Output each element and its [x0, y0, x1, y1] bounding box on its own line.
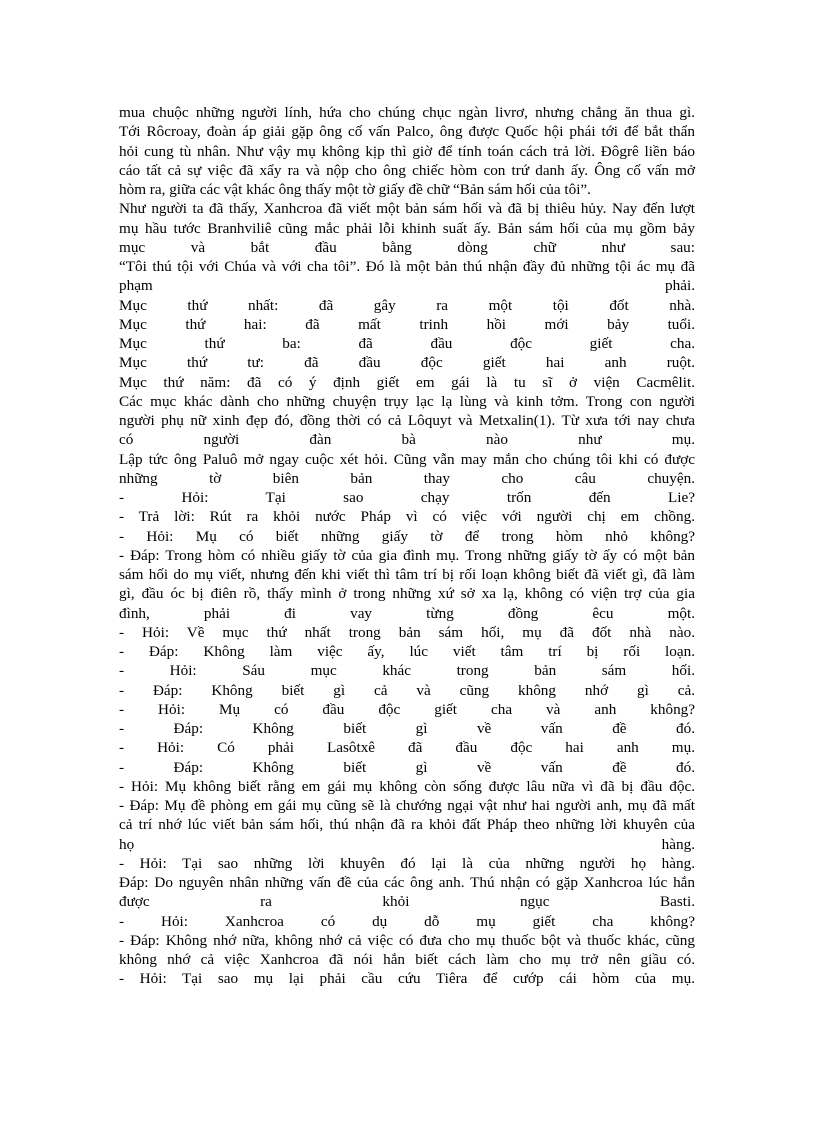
- text-line: mua chuộc những người lính, hứa cho chúng chục ngàn livrơ, nhưng chẳng ăn thua gì.: [119, 104, 695, 121]
- text-line: không nhớ cả việc Xanhcroa đã nói hắn biết cách làm cho mụ trở nên giầu có.: [119, 951, 695, 968]
- text-line: Mục thứ hai: đã mất trinh hồi mới bảy tuổi.: [119, 315, 695, 333]
- text-line: phạm phải.: [119, 277, 695, 295]
- text-line: - Hỏi: Mụ có biết những giấy tờ để trong hòm nhỏ không?: [119, 527, 695, 545]
- text-line: những tờ biên bản thay cho câu chuyện.: [119, 469, 695, 487]
- text-line: - Đáp: Không biết gì về vấn đề đó.: [119, 758, 695, 776]
- text-line: - Hỏi: Tại sao chạy trốn đến Lie?: [119, 489, 695, 506]
- text-line: Đáp: Do nguyên nhân những vấn đề của các ông anh. Thú nhận có gặp Xanhcroa lúc hắn: [119, 874, 695, 891]
- document-page: [119, 103, 695, 989]
- text-line: Mục thứ ba: đã đầu độc giết cha.: [119, 335, 695, 352]
- text-line: - Hỏi: Tại sao mụ lại phải cầu cứu Tiêra để cướp cái hòm của mụ.: [119, 970, 695, 988]
- text-line: - Hỏi: Tại sao những lời khuyên đó lại là của những người họ hàng.: [119, 854, 695, 872]
- text-line: - Hỏi: Sáu mục khác trong bản sám hối.: [119, 662, 695, 680]
- text-line: - Đáp: Không làm việc ấy, lúc viết tâm trí bị rối loạn.: [119, 643, 695, 660]
- text-line: họ hàng.: [119, 835, 695, 853]
- text-line: - Hỏi: Về mục thứ nhất trong bản sám hối, mụ đã đốt nhà nào.: [119, 623, 695, 641]
- text-line: - Hỏi: Có phải Lasôtxê đã đầu độc hai anh mụ.: [119, 739, 695, 757]
- text-line: đình, phải đi vay từng đồng êcu một.: [119, 604, 695, 622]
- text-line: gì, đầu óc bị điên rồ, thấy mình ở trong những xứ sở xa lạ, không có viện trợ của gia: [119, 585, 695, 603]
- text-line: - Trả lời: Rút ra khỏi nước Pháp vì có việc với người chị em chồng.: [119, 508, 695, 526]
- text-line: - Đáp: Không nhớ nữa, không nhớ cả việc có đưa cho mụ thuốc bột và thuốc khác, cũng: [119, 931, 695, 949]
- text-line: sám hối do mụ viết, nhưng đến khi viết thì tâm trí bị rối loạn không biết đã viết gì, đã làm: [119, 566, 695, 583]
- text-line: Tới Rôcroay, đoàn áp giải gặp ông cố vấn Palco, ông được Quốc hội phái tới để bắt thẩn: [119, 123, 695, 141]
- text-line: Mục thứ nhất: đã gây ra một tội đốt nhà.: [119, 296, 695, 314]
- text-line: - Đáp: Không biết gì cả và cũng không nhớ gì cả.: [119, 681, 695, 699]
- text-line: - Hỏi: Mụ không biết rằng em gái mụ không còn sống được lâu nữa vì đã bị đầu độc.: [119, 777, 695, 795]
- text-line: - Hỏi: Mụ có đầu độc giết cha và anh không?: [119, 700, 695, 718]
- text-line: Các mục khác dành cho những chuyện trụy lạc lạ lùng và kinh tởm. Trong con người: [119, 392, 695, 410]
- text-line: mục và bắt đầu bằng dòng chữ như sau:: [119, 238, 695, 256]
- text-line: hỏi cung tù nhân. Như vậy mụ không kịp thì giờ để tính toán cách trả lời. Đôgrê liền báo: [119, 142, 695, 160]
- text-line: - Hỏi: Xanhcroa có dụ dỗ mụ giết cha không?: [119, 912, 695, 930]
- text-line: Lập tức ông Paluô mở ngay cuộc xét hỏi. Cũng vẫn may mắn cho chúng tôi khi có được: [119, 450, 695, 468]
- text-line: - Đáp: Mụ đề phòng em gái mụ cũng sẽ là chướng ngại vật như hai người anh, mụ đã mất: [119, 797, 695, 814]
- text-line: Như người ta đã thấy, Xanhcroa đã viết một bản sám hối và đã bị thiêu hủy. Nay đến lượt: [119, 200, 695, 218]
- text-line: được ra khỏi ngục Basti.: [119, 893, 695, 911]
- text-line: hòm ra, giữa các vật khác ông thấy một tờ giấy đề chữ “Bản sám hối của tôi”.: [119, 181, 591, 198]
- text-line: - Đáp: Không biết gì về vấn đề đó.: [119, 720, 695, 737]
- text-line: mụ hầu tước Branhviliê cũng mắc phải lỗi khinh suất ấy. Bản sám hối của mụ gồm bảy: [119, 219, 695, 237]
- text-line: Mục thứ năm: đã có ý định giết em gái là tu sĩ ở viện Cacmêlit.: [119, 373, 695, 391]
- text-line: có người đàn bà nào như mụ.: [119, 431, 695, 449]
- text-line: Mục thứ tư: đã đầu độc giết hai anh ruột.: [119, 354, 695, 372]
- text-line: cáo tất cả sự việc đã xẩy ra và nộp cho ông chiếc hòm con trứ danh ấy. Ông cố vấn mở: [119, 161, 695, 179]
- text-line: “Tôi thú tội với Chúa và với cha tôi”. Đó là một bản thú nhận đầy đủ những tội ác mụ đã: [119, 258, 695, 275]
- text-line: người phụ nữ xinh đẹp đó, đồng thời có cả Lôquyt và Metxalin(1). Từ xưa tới nay chưa: [119, 412, 695, 429]
- text-line: - Đáp: Trong hòm có nhiều giấy tờ của gia đình mụ. Trong những giấy tờ ấy có một bản: [119, 546, 695, 564]
- text-line: cả trí nhớ lúc viết bản sám hối, thú nhận đã ra khỏi đất Pháp theo những lời khuyên của: [119, 816, 695, 834]
